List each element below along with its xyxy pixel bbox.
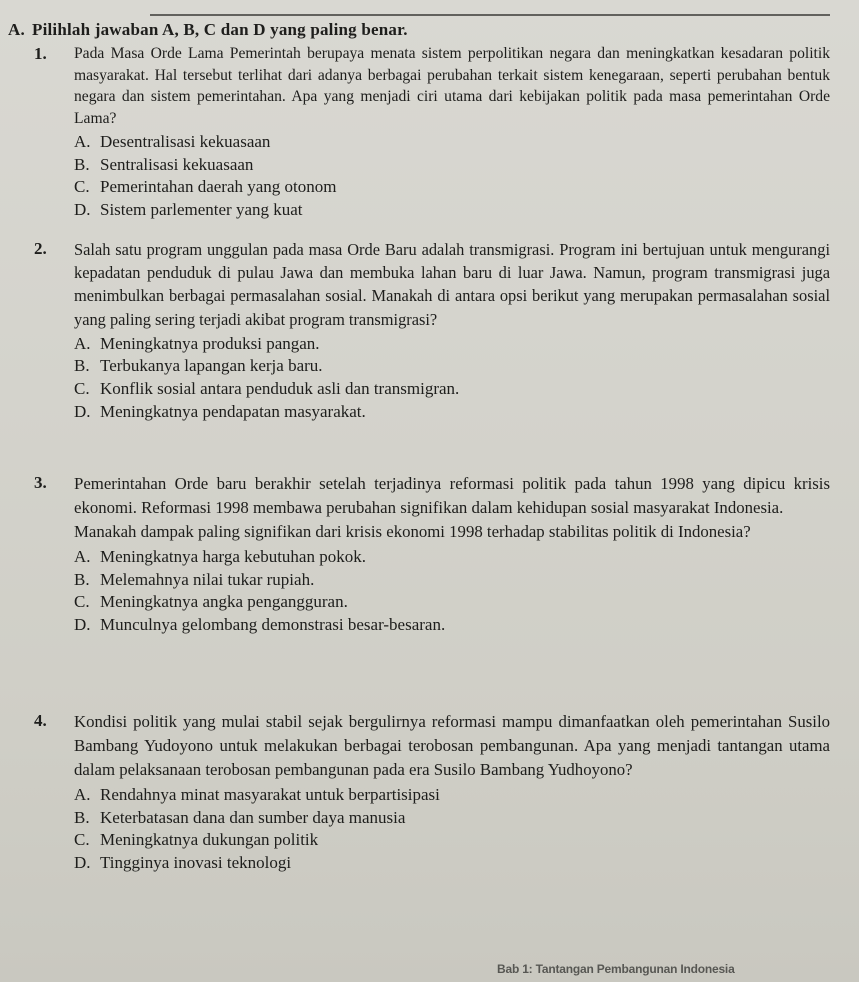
option-text: Meningkatnya harga kebutuhan pokok. bbox=[100, 547, 366, 566]
option-b[interactable] bbox=[74, 569, 830, 592]
option-text: Sentralisasi kekuasaan bbox=[100, 154, 254, 174]
section-heading bbox=[8, 20, 408, 40]
question-text: Kondisi politik yang mulai stabil sejak bergulirnya reformasi mampu dimanfaatkan oleh pemerintahan Susilo Bambang Yudoyono untuk melakukan berbagai terobosan pembangunan. Apa yang menjadi tantangan utama dalam pelaksanaan terobosan pembangunan pada era Susilo Bambang Yudhoyono? bbox=[74, 712, 830, 779]
option-letter: A. bbox=[74, 785, 91, 804]
question-number: 3. bbox=[34, 473, 47, 492]
option-letter: B. bbox=[74, 154, 90, 174]
option-b[interactable] bbox=[74, 807, 830, 830]
option-c[interactable] bbox=[74, 378, 830, 401]
option-text: Tingginya inovasi teknologi bbox=[100, 852, 292, 872]
option-d[interactable] bbox=[74, 401, 830, 424]
options-list bbox=[74, 131, 830, 221]
question-2 bbox=[34, 238, 830, 423]
option-letter: D. bbox=[74, 852, 91, 872]
option-b[interactable] bbox=[74, 154, 830, 177]
top-rule bbox=[150, 14, 830, 16]
option-b[interactable] bbox=[74, 355, 830, 378]
option-letter: B. bbox=[74, 569, 90, 589]
option-d[interactable] bbox=[74, 614, 830, 637]
option-letter: C. bbox=[74, 592, 90, 612]
option-text: Terbukanya lapangan kerja baru. bbox=[100, 356, 323, 376]
option-letter: C. bbox=[74, 177, 90, 197]
option-letter: A. bbox=[74, 333, 91, 353]
option-letter: A. bbox=[74, 132, 91, 151]
option-text: Melemahnya nilai tukar rupiah. bbox=[100, 569, 315, 589]
option-text: Meningkatnya dukungan politik bbox=[100, 830, 319, 850]
option-a[interactable] bbox=[74, 784, 830, 807]
section-label: A. bbox=[8, 20, 25, 39]
question-4 bbox=[34, 710, 830, 874]
question-text-2: Manakah dampak paling signifikan dari krisis ekonomi 1998 terhadap stabilitas politik di Indonesia? bbox=[74, 522, 751, 541]
option-text: Konflik sosial antara penduduk asli dan transmigran. bbox=[100, 379, 460, 398]
option-text: Keterbatasan dana dan sumber daya manusia bbox=[100, 807, 406, 827]
option-letter: B. bbox=[74, 807, 90, 827]
option-c[interactable] bbox=[74, 591, 830, 614]
section-title: Pilihlah jawaban A, B, C dan D yang paling benar. bbox=[32, 20, 408, 39]
question-number: 4. bbox=[34, 711, 47, 730]
option-text: Sistem parlementer yang kuat bbox=[100, 199, 303, 219]
option-d[interactable] bbox=[74, 852, 830, 875]
option-letter: D. bbox=[74, 199, 91, 219]
option-letter: C. bbox=[74, 830, 90, 850]
option-letter: C. bbox=[74, 379, 90, 398]
question-number: 1. bbox=[34, 44, 47, 63]
option-letter: D. bbox=[74, 401, 91, 421]
option-text: Meningkatnya pendapatan masyarakat. bbox=[100, 401, 366, 421]
option-text: Desentralisasi kekuasaan bbox=[100, 132, 271, 151]
option-text: Munculnya gelombang demonstrasi besar-besaran. bbox=[100, 614, 446, 634]
question-1 bbox=[34, 43, 830, 221]
option-text: Meningkatnya angka pengangguran. bbox=[100, 592, 348, 612]
option-text: Meningkatnya produksi pangan. bbox=[100, 333, 320, 353]
options-list bbox=[74, 333, 830, 423]
option-d[interactable] bbox=[74, 199, 830, 222]
option-text: Pemerintahan daerah yang otonom bbox=[100, 177, 337, 197]
option-c[interactable] bbox=[74, 829, 830, 852]
question-text: Pemerintahan Orde baru berakhir setelah terjadinya reformasi politik pada tahun 1998 yang dipicu krisis ekonomi. Reformasi 1998 membawa perubahan signifikan dalam kehidupan sosial masyarakat Indonesia. bbox=[74, 474, 830, 517]
option-c[interactable] bbox=[74, 176, 830, 199]
option-a[interactable] bbox=[74, 333, 830, 356]
option-letter: D. bbox=[74, 614, 91, 634]
question-3 bbox=[34, 472, 830, 636]
page-footer: Bab 1: Tantangan Pembangunan Indonesia bbox=[497, 962, 735, 976]
option-letter: B. bbox=[74, 356, 90, 376]
question-text: Pada Masa Orde Lama Pemerintah berupaya menata sistem perpolitikan negara dan meningkatkan kesadaran politik masyarakat. Hal tersebut terlihat dari adanya berbagai perubahan terkait sistem kenegaraan, seperti perubahan bentuk negara dan sistem pemerintahan. Apa yang menjadi ciri utama dari kebijakan politik pada masa pemerintahan Orde Lama? bbox=[74, 45, 830, 127]
options-list bbox=[74, 784, 830, 874]
question-number: 2. bbox=[34, 239, 47, 258]
option-a[interactable] bbox=[74, 546, 830, 569]
options-list bbox=[74, 546, 830, 636]
option-letter: A. bbox=[74, 547, 91, 566]
question-text: Salah satu program unggulan pada masa Orde Baru adalah transmigrasi. Program ini bertujuan untuk mengurangi kepadatan penduduk di pulau Jawa dan membuka lahan baru di luar Jawa. Namun, program transmigrasi juga menimbulkan berbagai permasalahan sosial. Manakah di antara opsi berikut yang merupakan permasalahan sosial yang paling sering terjadi akibat program transmigrasi? bbox=[74, 240, 830, 329]
option-text: Rendahnya minat masyarakat untuk berpartisipasi bbox=[100, 785, 440, 804]
option-a[interactable] bbox=[74, 131, 830, 154]
